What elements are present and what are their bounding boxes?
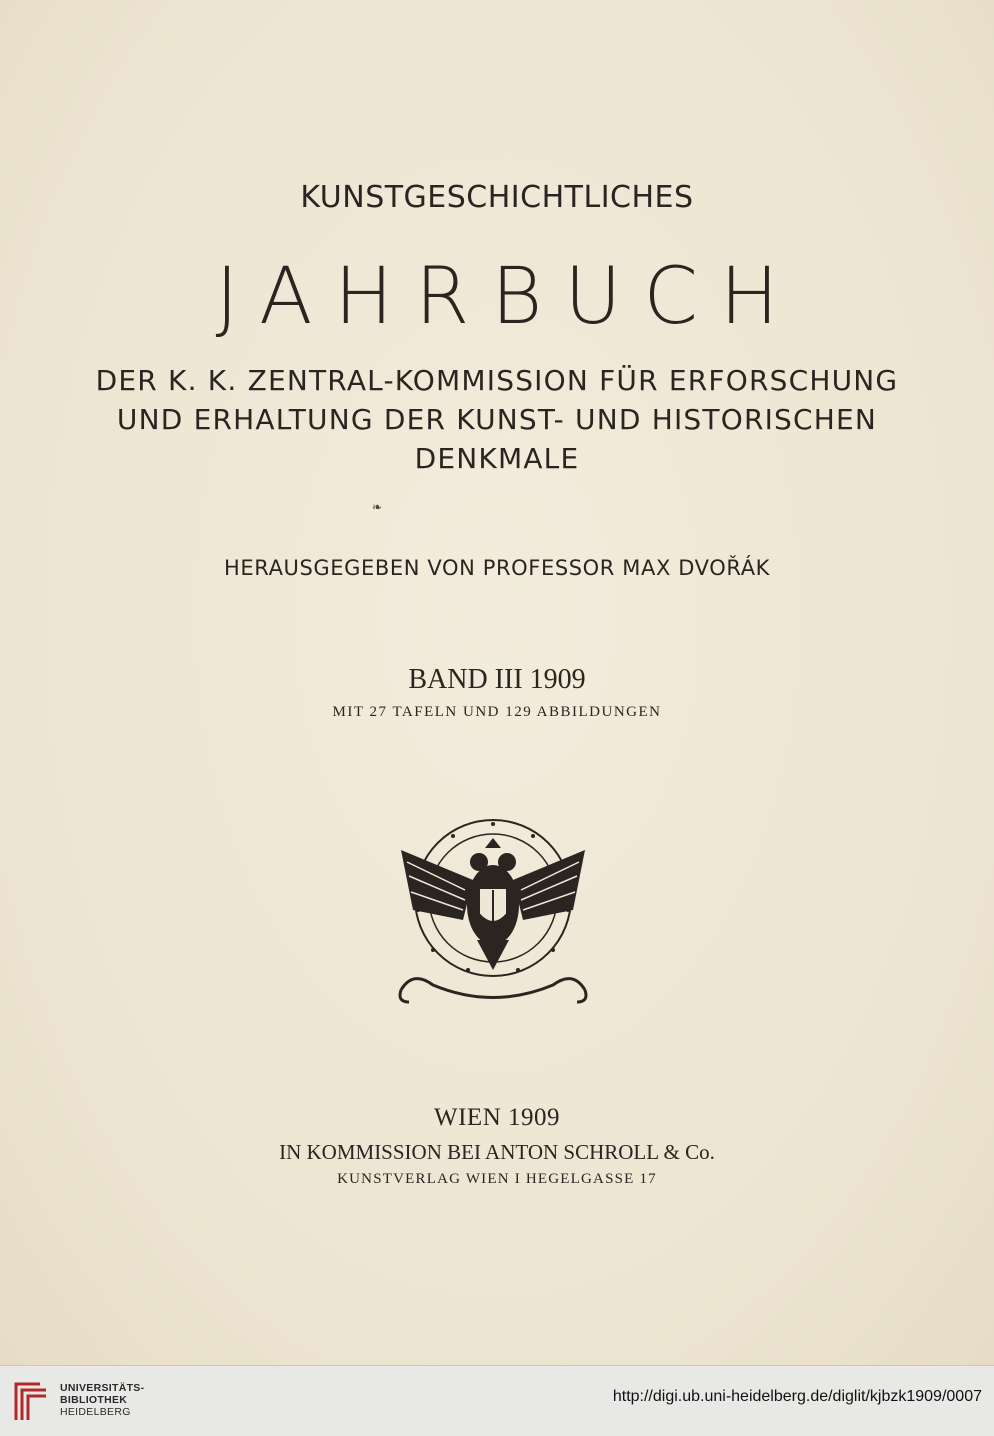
subtitle-line-1: DER K. K. ZENTRAL-KOMMISSION FÜR ERFORSCHUNG: [95, 364, 899, 397]
ornament-mark: ❧: [372, 500, 383, 514]
publisher-address: KUNSTVERLAG WIEN I HEGELGASSE 17: [337, 1171, 657, 1187]
main-title: JAHRBUCH: [215, 252, 801, 342]
university-library-logo-icon: [10, 1376, 52, 1426]
volume-line: BAND III 1909: [408, 664, 586, 695]
source-url-link[interactable]: http://digi.ub.uni-heidelberg.de/diglit/kjbzk1909/0007: [612, 1388, 982, 1405]
plates-line: MIT 27 TAFELN UND 129 ABBILDUNGEN: [332, 704, 662, 720]
place-year: WIEN 1909: [434, 1104, 560, 1131]
editor-line: HERAUSGEGEBEN VON PROFESSOR MAX DVOŘÁK: [223, 556, 771, 580]
double-headed-eagle-emblem-icon: [393, 810, 593, 1010]
library-footer: [0, 1365, 994, 1436]
publisher-line: IN KOMMISSION BEI ANTON SCHROLL & Co.: [279, 1140, 715, 1164]
series-title: KUNSTGESCHICHTLICHES: [300, 180, 694, 215]
library-name: UNIVERSITÄTS- BIBLIOTHEK HEIDELBERG: [60, 1382, 145, 1418]
subtitle-line-3: DENKMALE: [414, 442, 580, 475]
subtitle-line-2: UND ERHALTUNG DER KUNST- UND HISTORISCHEN: [116, 403, 878, 436]
